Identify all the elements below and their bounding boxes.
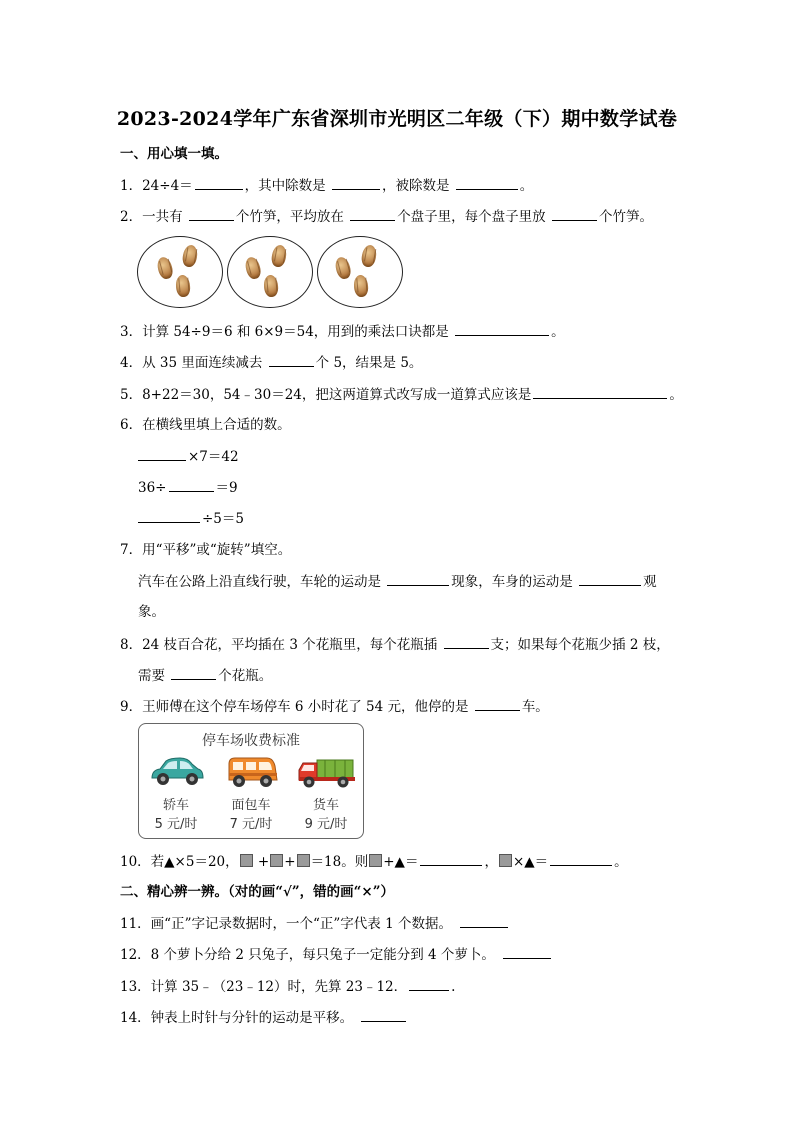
gray-square-icon [499,854,512,867]
question-3: 3．计算 54÷9＝6 和 6×9＝54，用到的乘法口诀都是 。 [120,321,565,342]
car-icon [146,754,206,790]
question-9: 9．王师傅在这个停车场停车 6 小时花了 54 元，他停的是 车。 [120,696,549,717]
vehicle-price: 5 元/时 [154,817,198,832]
question-7-body-cont: 象。 [138,604,165,620]
vehicle-name: 货车 [312,798,339,813]
plate [317,236,403,308]
answer-blank[interactable] [420,851,482,866]
question-2: 2．一共有 个竹笋，平均放在 个盘子里，每个盘子里放 个竹笋。 [120,206,653,227]
sign-title: 停车场收费标准 [202,733,300,749]
answer-blank[interactable] [169,477,214,492]
vehicle-price: 9 元/时 [304,817,348,832]
answer-blank[interactable] [475,696,520,711]
answer-blank[interactable] [350,206,395,221]
vehicle-car [143,754,209,832]
answer-blank[interactable] [189,206,234,221]
answer-blank[interactable] [409,976,449,991]
answer-blank[interactable] [444,634,489,649]
vehicle-price: 7 元/时 [229,817,273,832]
answer-blank[interactable] [332,175,380,190]
vehicle-truck [293,754,359,832]
question-13: 13．计算 35﹣（23﹣12）时，先算 23﹣12． . [120,976,455,997]
plate [137,236,223,308]
answer-blank[interactable] [552,206,597,221]
answer-blank[interactable] [387,571,449,586]
answer-blank[interactable] [269,352,314,367]
answer-blank[interactable] [503,944,551,959]
answer-blank[interactable] [195,175,243,190]
page-title: 2023-2024学年广东省深圳市光明区二年级（下）期中数学试卷 [116,108,678,130]
answer-blank[interactable] [460,913,508,928]
question-12: 12．8 个萝卜分给 2 只兔子，每只兔子一定能分到 4 个萝卜。 [120,944,553,965]
vehicle-name: 轿车 [162,798,189,813]
question-5: 5．8+22＝30，54﹣30＝24，把这两道算式改写成一道算式应该是 。 [120,384,683,405]
question-6-line-3: ÷5＝5 [138,508,244,529]
section-heading-1: 一、用心填一填。 [120,146,228,162]
question-1: 1．24÷4＝ ，其中除数是 ，被除数是 。 [120,175,533,196]
section-heading-2: 二、精心辨一辨。（对的画“√”，错的画“×”） [120,884,394,900]
answer-blank[interactable] [533,384,667,399]
question-11: 11．画“正”字记录数据时，一个“正”字代表 1 个数据。 [120,913,510,934]
question-8: 8．24 枝百合花，平均插在 3 个花瓶里，每个花瓶插 支；如果每个花瓶少插 2 枝， [120,634,670,655]
bamboo-shoots-plates-image [137,236,402,308]
answer-blank[interactable] [550,851,612,866]
question-10: 10．若▲×5＝20， + + ＝18。则 +▲＝ ， ×▲＝ 。 [120,851,628,872]
answer-blank[interactable] [138,508,200,523]
parking-fee-sign [138,723,364,839]
van-icon [221,754,281,790]
answer-blank[interactable] [579,571,641,586]
vehicle-van [218,754,284,832]
answer-blank[interactable] [455,321,549,336]
question-14: 14．钟表上时针与分针的运动是平移。 [120,1007,408,1028]
question-6-line-2: 36÷ ＝9 [138,477,238,498]
question-7: 7．用“平移”或“旋转”填空。 [120,542,292,558]
answer-blank[interactable] [456,175,518,190]
gray-square-icon [369,854,382,867]
question-6-line-1: ×7＝42 [138,446,239,467]
plate [227,236,313,308]
answer-blank[interactable] [138,446,186,461]
question-7-body: 汽车在公路上沿直线行驶，车轮的运动是 现象，车身的运动是 观 [138,571,657,592]
vehicle-name: 面包车 [231,798,271,813]
gray-square-icon [270,854,283,867]
question-4: 4．从 35 里面连续减去 个 5，结果是 5。 [120,352,422,373]
answer-blank[interactable] [171,665,216,680]
question-6: 6．在横线里填上合适的数。 [120,417,291,433]
answer-blank[interactable] [361,1007,406,1022]
truck-icon [295,754,357,790]
gray-square-icon [297,854,310,867]
gray-square-icon [240,854,253,867]
question-8-cont: 需要 个花瓶。 [138,665,272,686]
